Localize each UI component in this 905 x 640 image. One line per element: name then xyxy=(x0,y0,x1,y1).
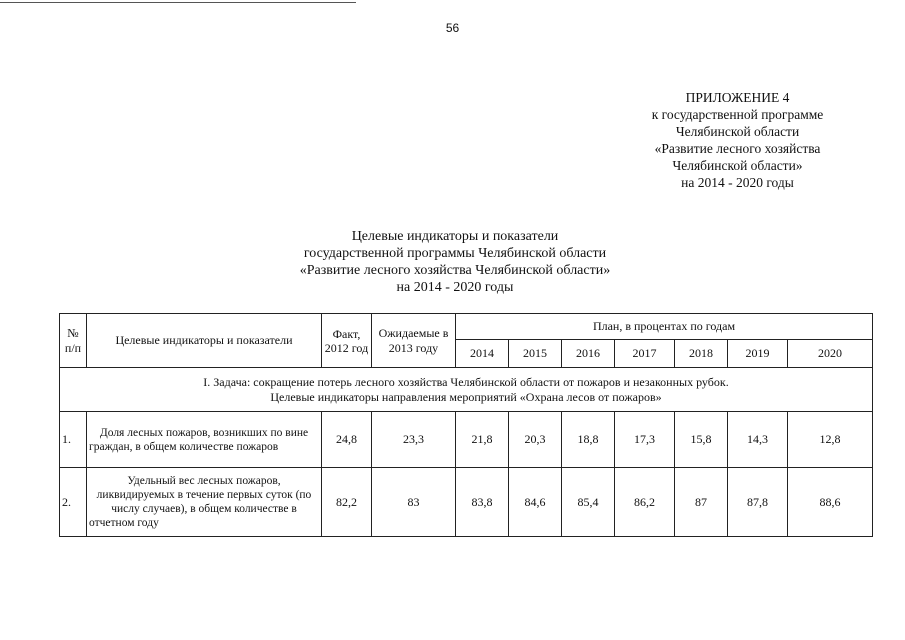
header-fact: Факт, 2012 год xyxy=(322,314,372,368)
header-expected: Ожидаемые в 2013 году xyxy=(372,314,456,368)
title-line: Целевые индикаторы и показатели xyxy=(351,229,559,244)
row-plan-value: 21,8 xyxy=(456,412,509,468)
appendix-line: Челябинской области» xyxy=(672,158,803,173)
row-plan-value: 87 xyxy=(675,468,728,537)
header-indicator: Целевые индикаторы и показатели xyxy=(87,314,322,368)
row-num: 2. xyxy=(60,468,87,537)
header-year: 2020 xyxy=(788,340,873,368)
header-year: 2018 xyxy=(675,340,728,368)
title-line: на 2014 - 2020 годы xyxy=(396,280,514,295)
task-line: I. Задача: сокращение потерь лесного хозяйства Челябинской области от пожаров и незаконных рубок. xyxy=(203,374,729,389)
header-year: 2016 xyxy=(562,340,615,368)
row-plan-value: 14,3 xyxy=(728,412,788,468)
appendix-line: «Развитие лесного хозяйства xyxy=(654,141,821,156)
row-plan-value: 83,8 xyxy=(456,468,509,537)
row-plan-value: 84,6 xyxy=(509,468,562,537)
row-name: Удельный вес лесных пожаров, ликвидируемых в течение первых суток (по числу случаев), в общем количестве в отчетном году xyxy=(87,468,322,537)
document-title xyxy=(200,228,710,296)
header-plan: План, в процентах по годам xyxy=(456,314,873,340)
row-expected: 83 xyxy=(372,468,456,537)
table-row xyxy=(60,468,873,537)
table-row xyxy=(60,412,873,468)
task-line: Целевые индикаторы направления мероприятий «Охрана лесов от пожаров» xyxy=(270,389,662,404)
header-year: 2014 xyxy=(456,340,509,368)
appendix-line: Челябинской области xyxy=(675,124,800,139)
row-plan-value: 88,6 xyxy=(788,468,873,537)
indicators-table xyxy=(59,313,873,537)
header-num: № п/п xyxy=(60,314,87,368)
appendix-block xyxy=(620,89,855,191)
appendix-line: к государственной программе xyxy=(651,107,824,122)
row-num: 1. xyxy=(60,412,87,468)
header-year: 2017 xyxy=(615,340,675,368)
row-plan-value: 86,2 xyxy=(615,468,675,537)
row-plan-value: 20,3 xyxy=(509,412,562,468)
header-year: 2019 xyxy=(728,340,788,368)
task-row xyxy=(60,368,873,412)
page-number: 56 xyxy=(445,21,460,35)
row-plan-value: 12,8 xyxy=(788,412,873,468)
appendix-line: на 2014 - 2020 годы xyxy=(681,175,794,190)
title-line: государственной программы Челябинской области xyxy=(303,246,607,261)
row-name: Доля лесных пожаров, возникших по вине граждан, в общем количестве пожаров xyxy=(87,412,322,468)
row-plan-value: 18,8 xyxy=(562,412,615,468)
row-plan-value: 17,3 xyxy=(615,412,675,468)
row-plan-value: 85,4 xyxy=(562,468,615,537)
header-year: 2015 xyxy=(509,340,562,368)
appendix-line: ПРИЛОЖЕНИЕ 4 xyxy=(685,90,790,105)
row-fact: 24,8 xyxy=(322,412,372,468)
row-fact: 82,2 xyxy=(322,468,372,537)
top-rule xyxy=(0,2,356,3)
row-plan-value: 87,8 xyxy=(728,468,788,537)
row-plan-value: 15,8 xyxy=(675,412,728,468)
title-line: «Развитие лесного хозяйства Челябинской области» xyxy=(299,263,611,278)
row-expected: 23,3 xyxy=(372,412,456,468)
